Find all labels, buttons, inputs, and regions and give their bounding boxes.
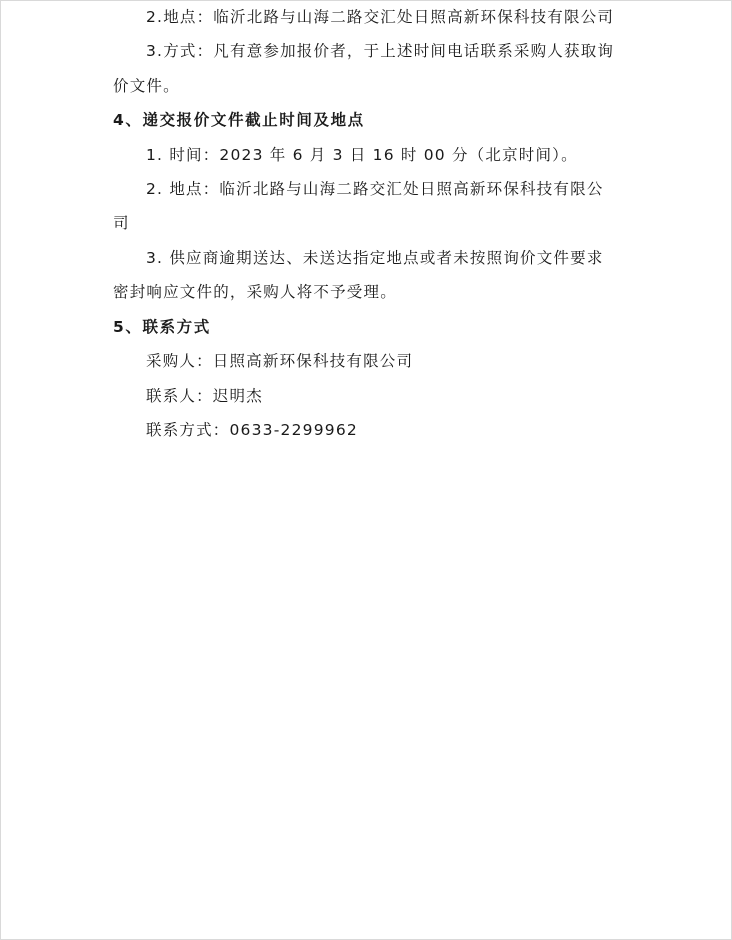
contact-phone-line: 联系方式：0633-2299962 [146,421,358,439]
pickup-location-line: 2.地点：临沂北路与山海二路交汇处日照高新环保科技有限公司 [146,8,615,26]
pickup-method-continuation: 价文件。 [113,77,180,95]
submission-location-continuation: 司 [113,214,130,232]
purchaser-line: 采购人：日照高新环保科技有限公司 [146,352,414,370]
late-submission-line: 3. 供应商逾期送达、未送达指定地点或者未按照询价文件要求 [146,249,604,267]
pickup-method-line: 3.方式：凡有意参加报价者，于上述时间电话联系采购人获取询 [146,42,615,60]
section-4-heading: 4、递交报价文件截止时间及地点 [113,111,365,129]
section-5-heading: 5、联系方式 [113,318,211,336]
submission-location-line: 2. 地点：临沂北路与山海二路交汇处日照高新环保科技有限公 [146,180,604,198]
late-submission-continuation: 密封响应文件的，采购人将不予受理。 [113,283,397,301]
contact-person-line: 联系人：迟明杰 [146,387,263,405]
deadline-time-line: 1. 时间：2023 年 6 月 3 日 16 时 00 分（北京时间）。 [146,146,578,164]
